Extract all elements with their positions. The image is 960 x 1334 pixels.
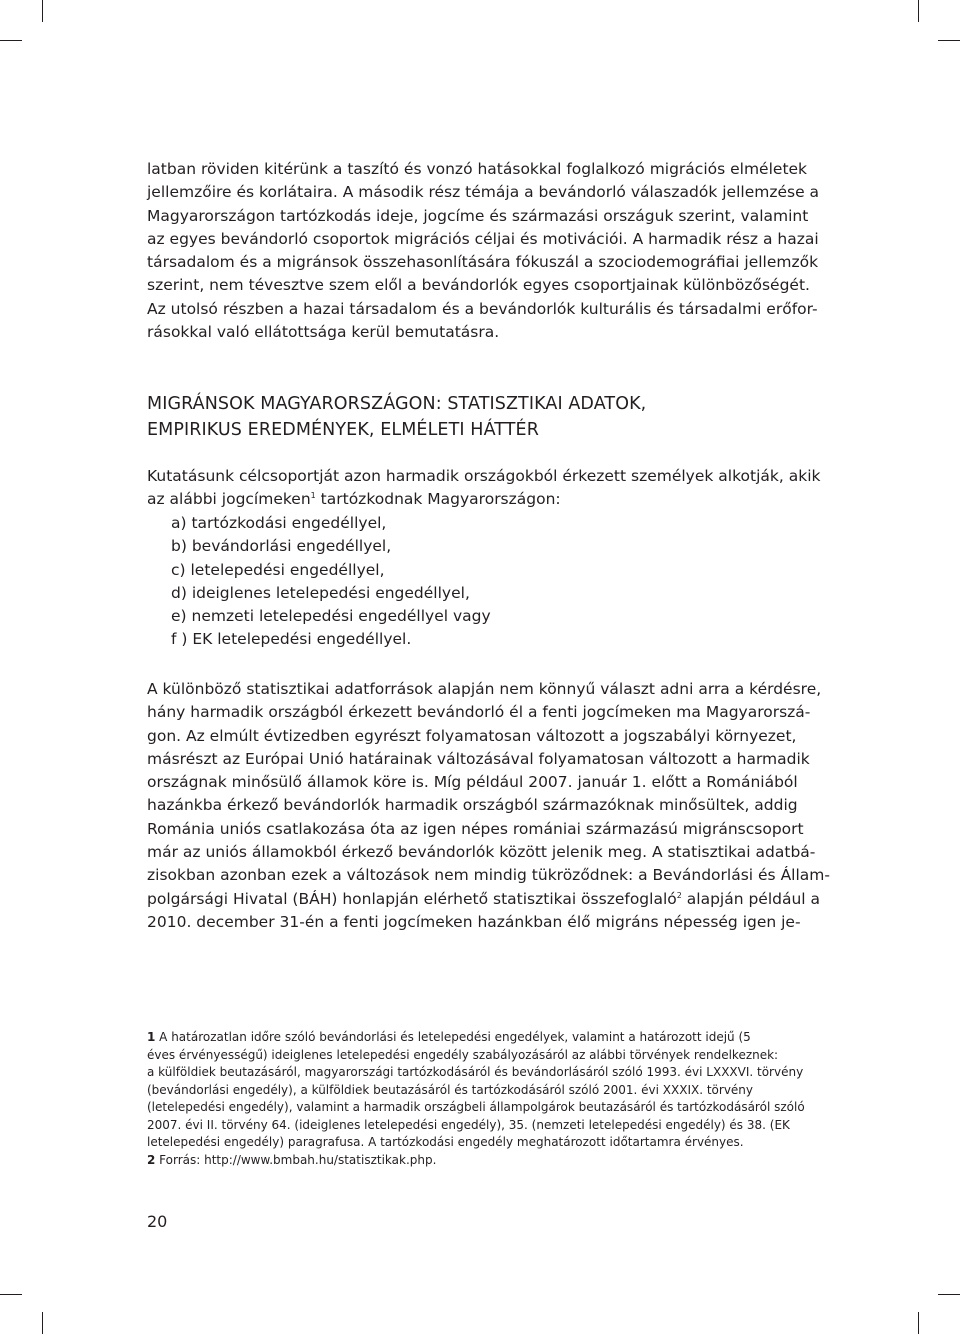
footnote-line: 2007. évi II. törvény 64. (ideiglenes letelepedési engedély), 35. (nemzeti letelepedési engedély) és 38. (EK [147,1117,790,1132]
footnote-text: A határozatlan időre szóló bevándorlási és letelepedési engedélyek, valamint a határozott idejű (5 [155,1030,751,1044]
paragraph-line: Kutatásunk célcsoportját azon harmadik országokból érkezett személyek alkotják, akik [147,467,821,485]
paragraph-line: hány harmadik országból érkezett bevándorló él a fenti jogcímeken ma Magyarorszá- [147,703,811,722]
paragraph-line: latban röviden kitérünk a taszító és vonzó hatásokkal foglalkozó migrációs elméletek [147,160,808,178]
line-text: az alábbi jogcímeken [147,490,311,509]
paragraph-line: Magyarországon tartózkodás ideje, jogcíme és származási országuk szerint, valamint [147,206,809,225]
paragraph-line: szerint, nem tévesztve szem elől a bevándorlók egyes csoportjainak különbözőségét. [147,276,810,295]
heading-line: MIGRÁNSOK MAGYARORSZÁGON: STATISZTIKAI ADATOK, [147,394,647,414]
permit-list [171,512,491,652]
footnote-ref-1[interactable]: 1 [310,491,316,501]
paragraph-line: Románia uniós csatlakozása óta az igen népes romániai származású migránscsoport [147,819,804,838]
crop-mark-top-right-horizontal [938,40,960,41]
line-text: tartózkodnak Magyarországon: [315,490,561,509]
list-item: f ) EK letelepedési engedéllyel. [171,630,412,649]
footnotes [147,1029,805,1169]
list-item: c) letelepedési engedéllyel, [171,560,385,579]
footnote-number: 2 [147,1152,156,1167]
crop-mark-bottom-right-horizontal [938,1294,960,1295]
paragraph-line: 2010. december 31-én a fenti jogcímeken hazánkban élő migráns népesség igen je- [147,912,801,931]
paragraph-line: gon. Az elmúlt évtizedben egyrészt folyamatosan változott a jogszabályi környezet, [147,726,797,745]
footnote-2 [147,1152,793,1170]
paragraph-line: rásokkal való ellátottsága kerül bemutatásra. [147,323,500,342]
footnote-number: 1 [147,1030,156,1044]
crop-mark-top-left-vertical [42,0,43,22]
footnote-line: letelepedési engedély) paragrafusa. A tartózkodási engedély meghatározott időtartamra érvényes. [147,1135,744,1149]
paragraph-line: Az utolsó részben a hazai társadalom és a bevándorlók kulturális és társadalmi erőfor- [147,299,818,318]
page-number: 20 [147,1212,168,1231]
crop-mark-top-left-horizontal [0,40,22,41]
crop-mark-bottom-right-vertical [918,1312,919,1334]
footnote-text: Forrás: http://www.bmbah.hu/statisztikak.php. [155,1152,437,1167]
list-item: b) bevándorlási engedéllyel, [171,537,392,556]
intro-paragraph [147,158,820,344]
target-group-paragraph [147,465,821,512]
paragraph-line [147,888,821,911]
paragraph-line: már az uniós államokból érkező bevándorlók között jelenik meg. A statisztikai adatbá- [147,843,816,862]
list-item: e) nemzeti letelepedési engedéllyel vagy [171,607,491,626]
crop-mark-bottom-left-vertical [42,1312,43,1334]
line-text: alapján például a [681,889,821,908]
paragraph-line: az egyes bevándorló csoportok migrációs céljai és motivációi. A harmadik rész a hazai [147,229,819,248]
list-item: d) ideiglenes letelepedési engedéllyel, [171,583,470,602]
section-heading [147,392,797,443]
paragraph-line: országnak minősülő államok köre is. Míg például 2007. január 1. előtt a Romániából [147,773,798,792]
paragraph-line: másrészt az Európai Unió határainak változásával folyamatosan változott a harmadik [147,749,810,768]
paragraph-line [147,488,793,511]
list-item: a) tartózkodási engedéllyel, [171,514,387,532]
footnote-line: éves érvényességű) ideiglenes letelepedési engedély szabályozásáról az alábbi törvények rendelkeznek: [147,1047,779,1062]
crop-mark-top-right-vertical [918,0,919,22]
footnote-line: a külföldiek beutazásáról, magyarországi tartózkodásáról és bevándorlásáról szóló 1993. évi LXXXVI. törvény [147,1065,804,1079]
paragraph-line: hazánkba érkező bevándorlók harmadik országból származóknak minősültek, addig [147,796,798,815]
line-text: polgársági Hivatal (BÁH) honlapján elérhető statisztikai összefoglaló [147,889,677,908]
paragraph-line: társadalom és a migránsok összehasonlítására fókuszál a szociodemográfiai jellemzők [147,253,819,272]
crop-mark-bottom-left-horizontal [0,1294,22,1295]
paragraph-line: zisokban azonban ezek a változások nem mindig tükröződnek: a Bevándorlási és Állam- [147,866,830,885]
footnote-1 [147,1029,805,1152]
footnote-line [147,1029,793,1047]
footnote-line: (bevándorlási engedély), a külföldiek beutazásáról és tartózkodásáról szóló 2001. évi XXXIX. törvény [147,1082,754,1097]
footnote-line: (letelepedési engedély), valamint a harmadik országbeli állampolgárok beutazásáról és tartózkodásáról szóló [147,1100,805,1114]
footnote-line [147,1152,793,1170]
footnote-ref-2[interactable]: 2 [676,890,682,900]
heading-line: EMPIRIKUS EREDMÉNYEK, ELMÉLETI HÁTTÉR [147,419,539,440]
statistics-paragraph [147,678,830,934]
paragraph-line: A különböző statisztikai adatforrások alapján nem könnyű választ adni arra a kérdésre, [147,680,822,698]
paragraph-line: jellemzőire és korlátaira. A második rész témája a bevándorló válaszadók jellemzése a [147,183,820,202]
